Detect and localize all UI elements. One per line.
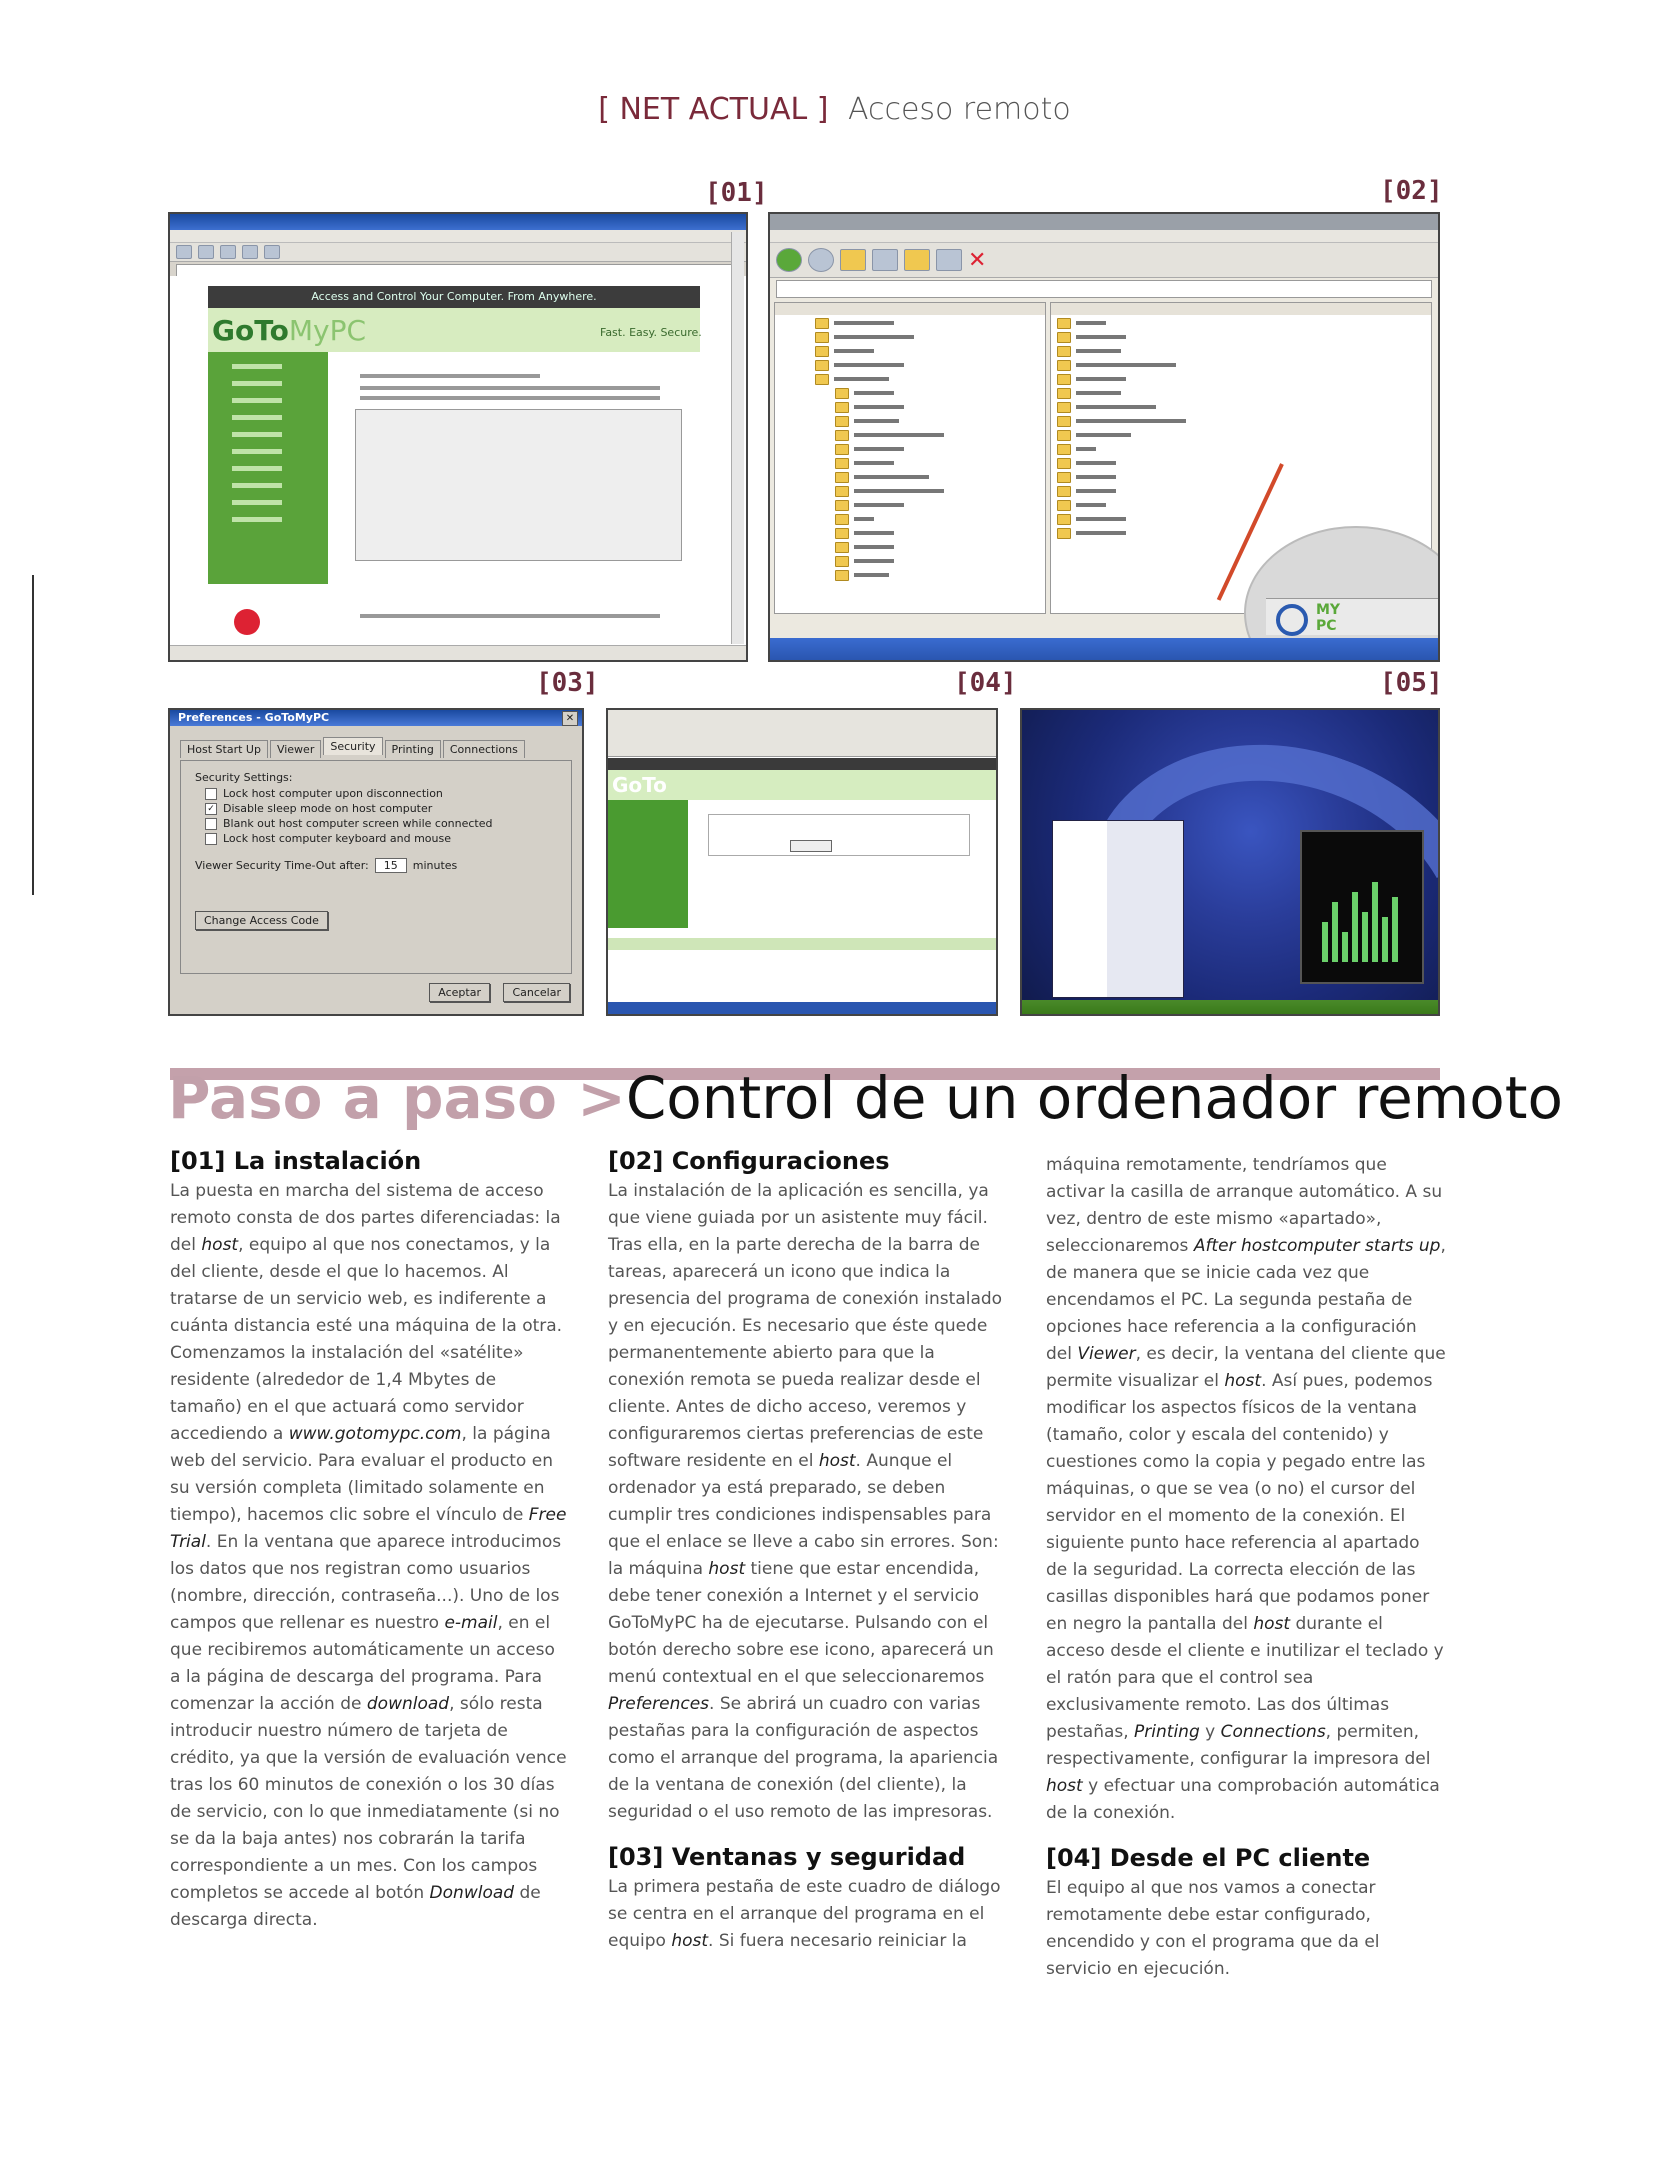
gotomypc-logo: GoTo <box>612 773 667 797</box>
paragraph-01: La puesta en marcha del sistema de acceso remoto consta de dos partes diferenciadas: la del host, equipo al que nos conectamos, y la del cliente, desde el que lo hacemos. Al tratarse de un servicio web, es indiferente a cuánta distancia esté una máquina de la otra. Comenzamos la instalación del «satélite» residente (alrededor de 1,4 Mbytes de tamaño) en el que actuará como servidor accediendo a www.gotomypc.com, la página web del servicio. Para evaluar el producto en su versión completa (limitado solamente en tiempo), hacemos clic sobre el vínculo de Free Trial. En la ventana que aparece introducimos los datos que nos registran como usuarios (nombre, dirección, contraseña...). Uno de los campos que rellenar es nuestro e-mail, en el que recibiremos automáticamente un acceso a la página de descarga del programa. Para comenzar la acción de download, sólo resta introducir nuestro número de tarjeta de crédito, ya que la versión de evaluación vence tras los 60 minutos de conexión o los 30 días de servicio, con lo que inmediatamente (si no se da la baja antes) nos cobrarán la tarifa correspondiente a un mes. Con los campos completos se accede al botón Donwload de descarga directa. <box>170 1181 567 1930</box>
site-banner <box>608 758 996 770</box>
checkbox-checked[interactable]: ✓ <box>205 803 217 815</box>
change-access-code-button[interactable]: Change Access Code <box>195 911 328 930</box>
screenshot-preferences-dialog <box>168 708 584 1016</box>
screenshot-gotomypc-signup <box>168 212 748 662</box>
figure-label-02: [02] <box>1380 176 1443 206</box>
ok-button[interactable]: Aceptar <box>429 983 490 1002</box>
screenshot-explorer <box>768 212 1440 662</box>
screenshot-remote-desktop <box>1020 708 1440 1016</box>
figure-label-05: [05] <box>1380 668 1443 698</box>
folder-tree <box>774 302 1046 614</box>
tab-host-start-up[interactable]: Host Start Up <box>180 740 268 758</box>
heading-03: [03] Ventanas y seguridad <box>608 1843 966 1871</box>
timeout-row: Viewer Security Time-Out after: 15 minutes <box>195 859 458 872</box>
taskbar <box>608 1002 996 1014</box>
start-menu <box>1052 820 1184 998</box>
paragraph-03-cont: máquina remotamente, tendríamos que activar la casilla de arranque automático. A su vez, dentro de este mismo «apartado», seleccionaremos After hostcomputer starts up, de manera que se inicie cada vez que encendamos el PC. La segunda pestaña de opciones hace referencia a la configuración del Viewer, es decir, la ventana del cliente que permite visualizar el host. Así pues, podemos modificar los aspectos físicos de la ventana (tamaño, color y escala del contenido) y cuestiones como la copia y pegado entre las máquinas, o que se vea (o no) el cursor del servidor en el momento de la conexión. El siguiente punto hace referencia al apartado de la seguridad. La correcta elección de las casillas disponibles hará que podamos poner en negro la pantalla del host durante el acceso desde el cliente e inutilizar el teclado y el ratón para que el control sea exclusivamente remoto. Las dos últimas pestañas, Printing y Connections, permiten, respectivamente, configurar la impresora del host y efectuar una comprobación automática de la conexión. <box>1046 1155 1446 1823</box>
browser-chrome <box>608 710 996 757</box>
paragraph-02: La instalación de la aplicación es sencilla, ya que viene guiada por un asistente muy fácil. Tras ella, en la parte derecha de la barra de tareas, aparecerá un icono que indica la presencia del programa de conexión instalado y en ejecución. Es necesario que éste quede permanentemente abierto para que la conexión remota se pueda realizar desde el cliente. Antes de dicho acceso, veremos y configuraremos ciertas preferencias de este software residente en el host. Aunque el ordenador ya está preparado, se deben cumplir tres condiciones indispensables para que el enlace se lleve a cabo sin errores. Son: la máquina host tiene que estar encendida, debe tener conexión a Internet y el servicio GoToMyPC ha de ejecutarse. Pulsando con el botón derecho sobre ese icono, aparecerá un menú contextual en el que seleccionaremos Preferences. Se abrirá un cuadro con varias pestañas para la configuración de aspectos como el arranque del programa, la apariencia de la ventana de conexión (del cliente), la seguridad o el uso remoto de las impresoras. <box>608 1181 1003 1822</box>
views-icon <box>936 249 962 271</box>
article-column-2 <box>608 1144 1008 1955</box>
forward-icon <box>198 245 214 259</box>
screenshot-download-page <box>606 708 998 1016</box>
forward-icon <box>808 248 834 272</box>
dialog-body <box>170 726 582 1014</box>
site-footer <box>608 938 996 950</box>
site-sidebar <box>608 800 688 928</box>
taskbar <box>770 638 1438 660</box>
site-sidebar <box>208 352 328 584</box>
site-tagline: Fast. Easy. Secure. <box>600 326 702 339</box>
tab-printing[interactable]: Printing <box>385 740 441 758</box>
site-banner: Access and Control Your Computer. From Anywhere. <box>208 286 700 308</box>
signup-form <box>355 409 682 561</box>
download-button[interactable] <box>790 840 832 852</box>
scrollbar <box>731 232 744 644</box>
heading-04: [04] Desde el PC cliente <box>1046 1844 1371 1872</box>
explorer-titlebar <box>770 214 1438 230</box>
download-box <box>708 814 970 856</box>
media-player <box>1300 830 1424 984</box>
heading-02: [02] Configuraciones <box>608 1147 890 1175</box>
explorer-menubar <box>770 230 1438 243</box>
tab-security[interactable]: Security <box>323 737 382 755</box>
delete-icon: ✕ <box>968 247 987 273</box>
tray-icon: MY PC <box>1316 602 1341 634</box>
paragraph-04: El equipo al que nos vamos a conectar remotamente debe estar configurado, encendido y con el programa que da el servicio en ejecución. <box>1046 1878 1380 1979</box>
title-main: Control de un ordenador remoto <box>625 1064 1563 1132</box>
badge-icon <box>234 609 260 635</box>
folder-up-icon <box>840 249 866 271</box>
folders-icon <box>904 249 930 271</box>
figure-label-03: [03] <box>536 668 599 698</box>
back-icon <box>176 245 192 259</box>
timeout-spinner[interactable]: 15 <box>375 858 407 873</box>
article-title <box>168 1062 1563 1134</box>
checkbox[interactable] <box>205 818 217 830</box>
search-icon <box>872 249 898 271</box>
tab-strip <box>180 740 525 758</box>
browser-menubar <box>170 230 746 243</box>
heading-01: [01] La instalación <box>170 1147 422 1175</box>
stop-icon <box>220 245 236 259</box>
browser-toolbar <box>170 243 746 262</box>
figure-label-01: [01] <box>705 178 768 208</box>
checkbox[interactable] <box>205 833 217 845</box>
group-label: Security Settings: <box>195 771 293 784</box>
search-icon <box>1276 604 1308 636</box>
home-icon <box>264 245 280 259</box>
section-topic: Acceso remoto <box>847 92 1071 127</box>
browser-titlebar <box>170 214 746 230</box>
option-disable-sleep[interactable]: ✓ Disable sleep mode on host computer <box>205 801 571 816</box>
taskbar <box>1022 1000 1438 1014</box>
tab-connections[interactable]: Connections <box>443 740 525 758</box>
status-bar <box>170 645 746 660</box>
option-lock-on-disconnect[interactable]: Lock host computer upon disconnection <box>205 786 571 801</box>
figure-label-04: [04] <box>954 668 1017 698</box>
cancel-button[interactable]: Cancelar <box>503 983 570 1002</box>
address-bar <box>776 280 1432 298</box>
section-name: [ NET ACTUAL ] <box>598 92 829 127</box>
dialog-title: Preferences - GoToMyPC <box>170 710 582 726</box>
paragraph-03: La primera pestaña de este cuadro de diálogo se centra en el arranque del programa en el equipo host. Si fuera necesario reiniciar la <box>608 1877 1001 1951</box>
margin-rule <box>32 575 34 895</box>
checkbox[interactable] <box>205 788 217 800</box>
option-blank-screen[interactable]: Blank out host computer screen while connected <box>205 816 571 831</box>
option-lock-keyboard[interactable]: Lock host computer keyboard and mouse <box>205 831 571 846</box>
close-icon[interactable]: ✕ <box>562 711 578 726</box>
refresh-icon <box>242 245 258 259</box>
security-panel <box>180 760 572 974</box>
article-column-3 <box>1046 1152 1446 1983</box>
gotomypc-logo: GoToMyPC <box>212 314 367 347</box>
title-lead: Paso a paso > <box>168 1064 626 1132</box>
article-column-1 <box>170 1144 570 1934</box>
tab-viewer[interactable]: Viewer <box>270 740 321 758</box>
back-icon <box>776 248 802 272</box>
page-header <box>0 92 1669 127</box>
explorer-toolbar <box>770 243 1438 278</box>
